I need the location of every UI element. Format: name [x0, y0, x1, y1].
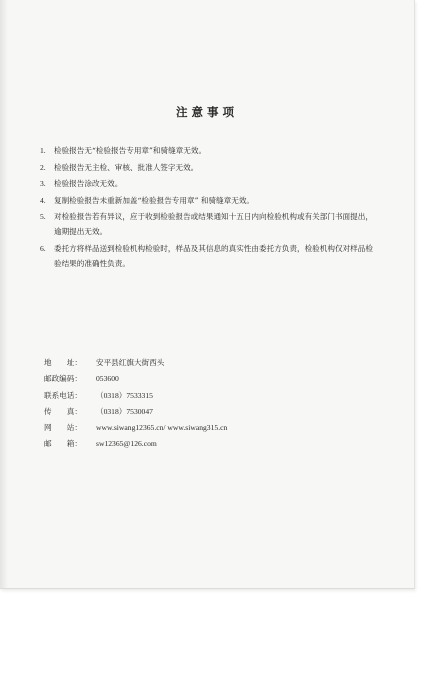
contact-value: （0318）7533315	[96, 390, 153, 400]
notice-list	[40, 143, 380, 272]
notice-text: 检验报告无主检、审核、批准人签字无效。	[54, 162, 199, 172]
contact-info	[44, 357, 374, 455]
notice-item	[40, 143, 380, 158]
contact-row-address	[44, 357, 374, 368]
contact-row-phone	[44, 390, 374, 401]
contact-value: sw12365@126.com	[96, 439, 157, 449]
notice-number: 3.	[40, 179, 46, 188]
contact-row-website	[44, 422, 374, 433]
contact-value: 安平县红旗大街西头	[96, 358, 165, 367]
contact-label: 邮 箱：	[44, 439, 82, 449]
notice-text: 对检验报告若有异议，应于收到检验报告或结果通知十五日内向检验机构或有关部门书面提出，逾期提出无效。	[54, 212, 373, 236]
contact-label: 联系电话：	[44, 390, 82, 400]
notice-number: 5.	[40, 212, 46, 221]
contact-label: 地 址：	[44, 358, 82, 367]
notice-number: 6.	[40, 243, 46, 253]
contact-value: 053600	[96, 374, 119, 384]
scan-shadow-edge	[0, 0, 8, 588]
notice-item	[40, 176, 380, 191]
notice-item	[40, 241, 380, 271]
notice-item	[40, 160, 380, 175]
notice-text: 检验报告涂改无效。	[54, 179, 123, 188]
page-title: 注意事项	[176, 105, 238, 119]
notice-number: 1.	[40, 146, 46, 155]
notice-item	[40, 193, 380, 208]
contact-row-email	[44, 438, 374, 449]
contact-row-fax	[44, 406, 374, 417]
contact-label: 邮政编码：	[44, 374, 82, 384]
notice-text: 委托方将样品送到检验机构检验时，样品及其信息的真实性由委托方负责，检验机构仅对样品检验结果的准确性负责。	[54, 243, 373, 268]
contact-label: 传 真：	[44, 406, 82, 416]
notice-text: 复制检验报告未重新加盖“检验报告专用章” 和骑缝章无效。	[54, 195, 255, 205]
contact-label: 网 站：	[44, 423, 82, 433]
contact-value: （0318）7530047	[96, 406, 153, 416]
notice-text: 检验报告无“检验报告专用章”和骑缝章无效。	[54, 146, 207, 155]
contact-value: www.siwang12365.cn/ www.siwang315.cn	[96, 423, 228, 433]
notice-number: 2.	[40, 162, 46, 172]
contact-row-postcode	[44, 373, 374, 384]
notice-number: 4.	[40, 195, 46, 205]
notice-item	[40, 209, 380, 239]
